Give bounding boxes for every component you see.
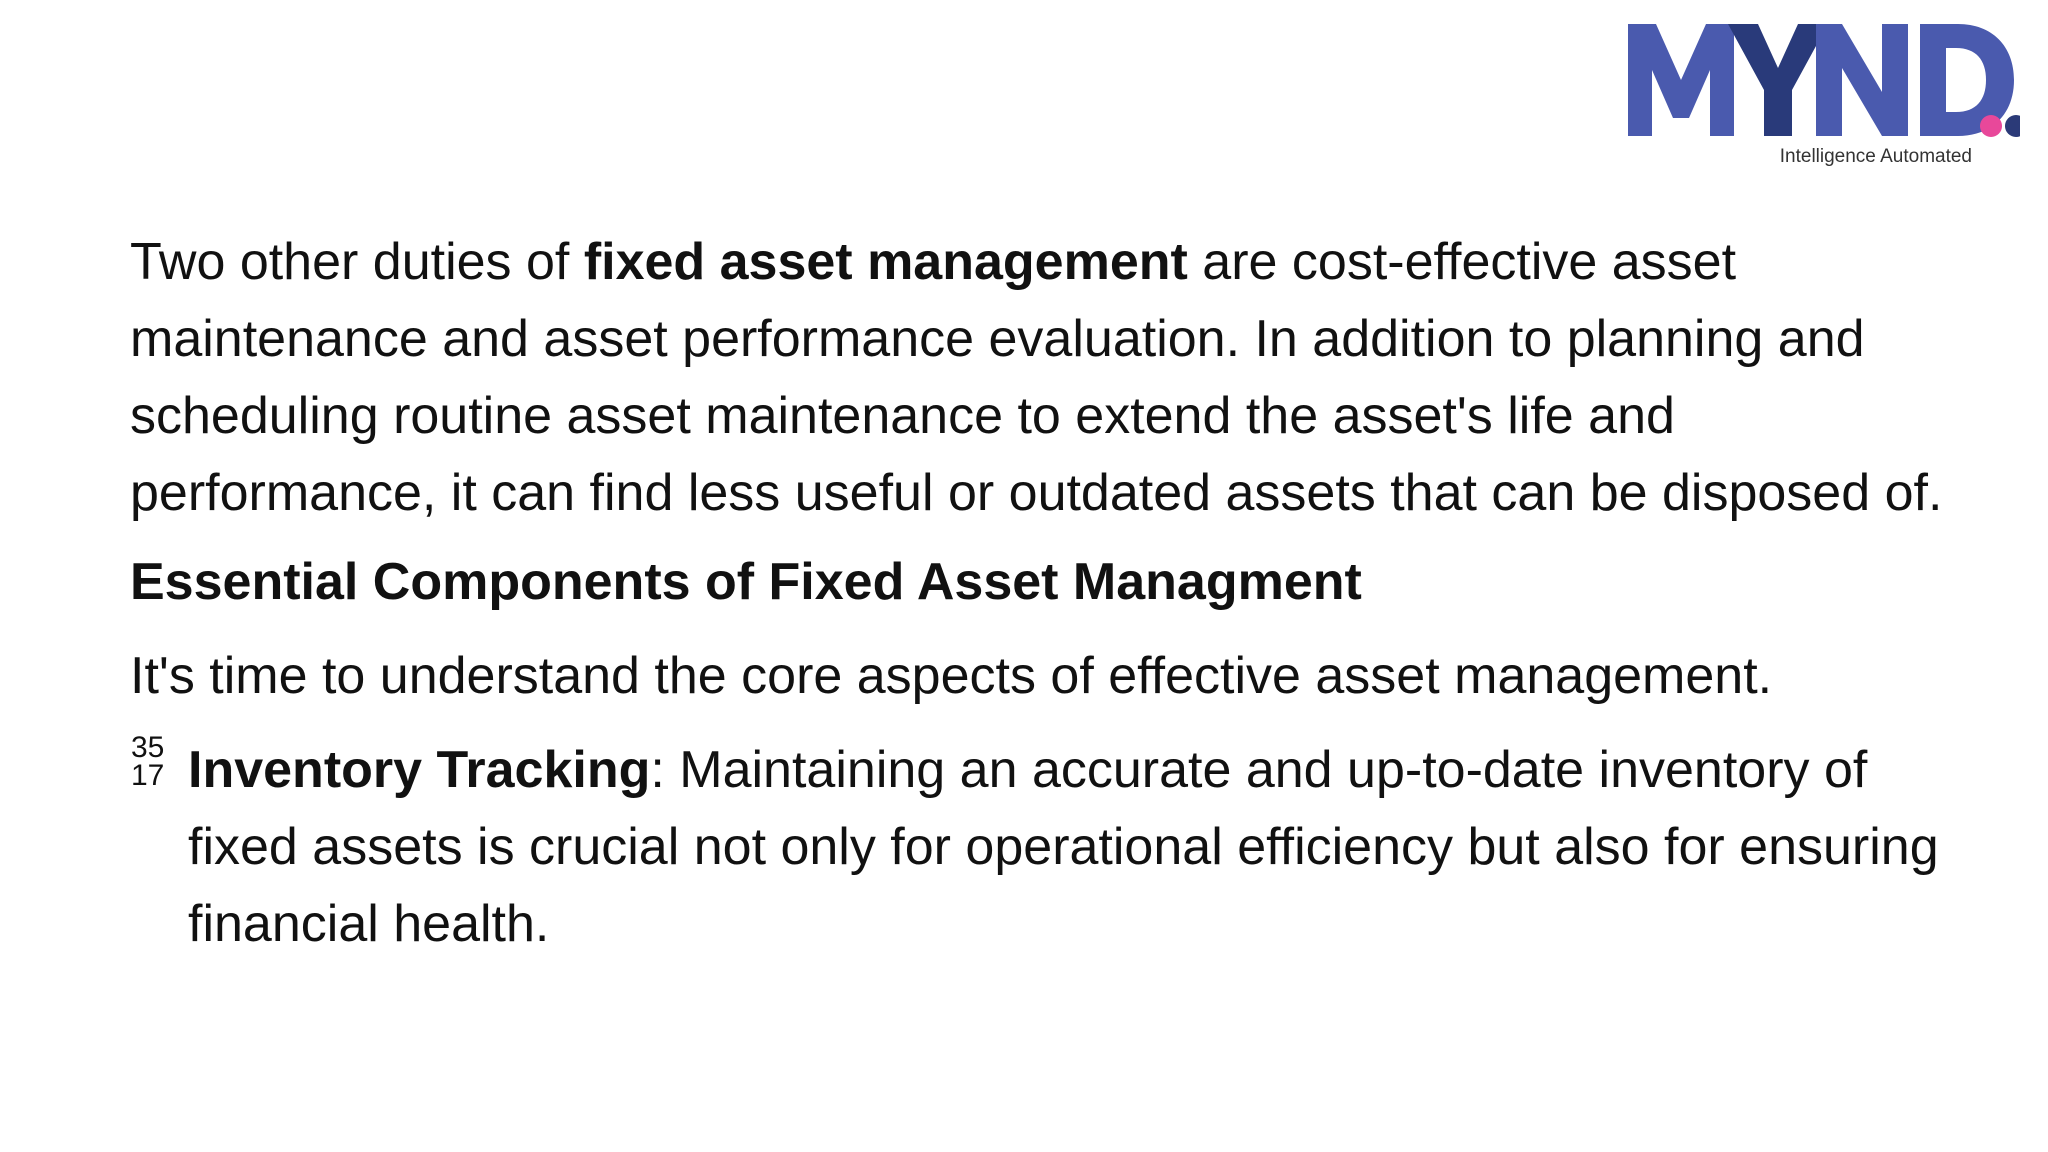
- logo-letter-y: [1728, 24, 1828, 136]
- logo-dot-navy: [2005, 115, 2020, 137]
- intro-paragraph: [130, 224, 1980, 532]
- slide-content: [130, 224, 1980, 963]
- list-item: [130, 732, 1980, 963]
- para-text-start: Two other duties of: [130, 233, 584, 291]
- section-intro: It's time to understand the core aspects of effective asset management.: [130, 647, 1773, 705]
- list-item-label: Inventory Tracking: [188, 741, 651, 799]
- list-marker: [131, 731, 175, 792]
- para-bold-term: fixed asset management: [583, 233, 1188, 291]
- mynd-logo: [1620, 18, 2020, 173]
- list-marker-bottom: 17: [131, 759, 165, 792]
- list-marker-top: 35: [131, 731, 165, 764]
- logo-dot-pink: [1980, 115, 2002, 137]
- logo-tagline: Intelligence Automated: [1779, 146, 1972, 167]
- logo-letter-n: [1816, 24, 1908, 136]
- section-heading: Essential Components of Fixed Asset Managment: [130, 553, 1362, 611]
- list-item-text: : Maintaining an accurate and up-to-date inventory of fixed assets is crucial not only for operational efficiency but also for ensuring financial health.: [188, 741, 1939, 953]
- para-text-end: are cost-effective asset maintenance and asset performance evaluation. In addition to planning and scheduling routine asset maintenance to extend the asset's life and performance, it can find less useful or outdated assets that can be disposed of.: [130, 233, 1943, 522]
- logo-letter-d: [1920, 24, 2014, 136]
- logo-letter-m: [1628, 24, 1734, 136]
